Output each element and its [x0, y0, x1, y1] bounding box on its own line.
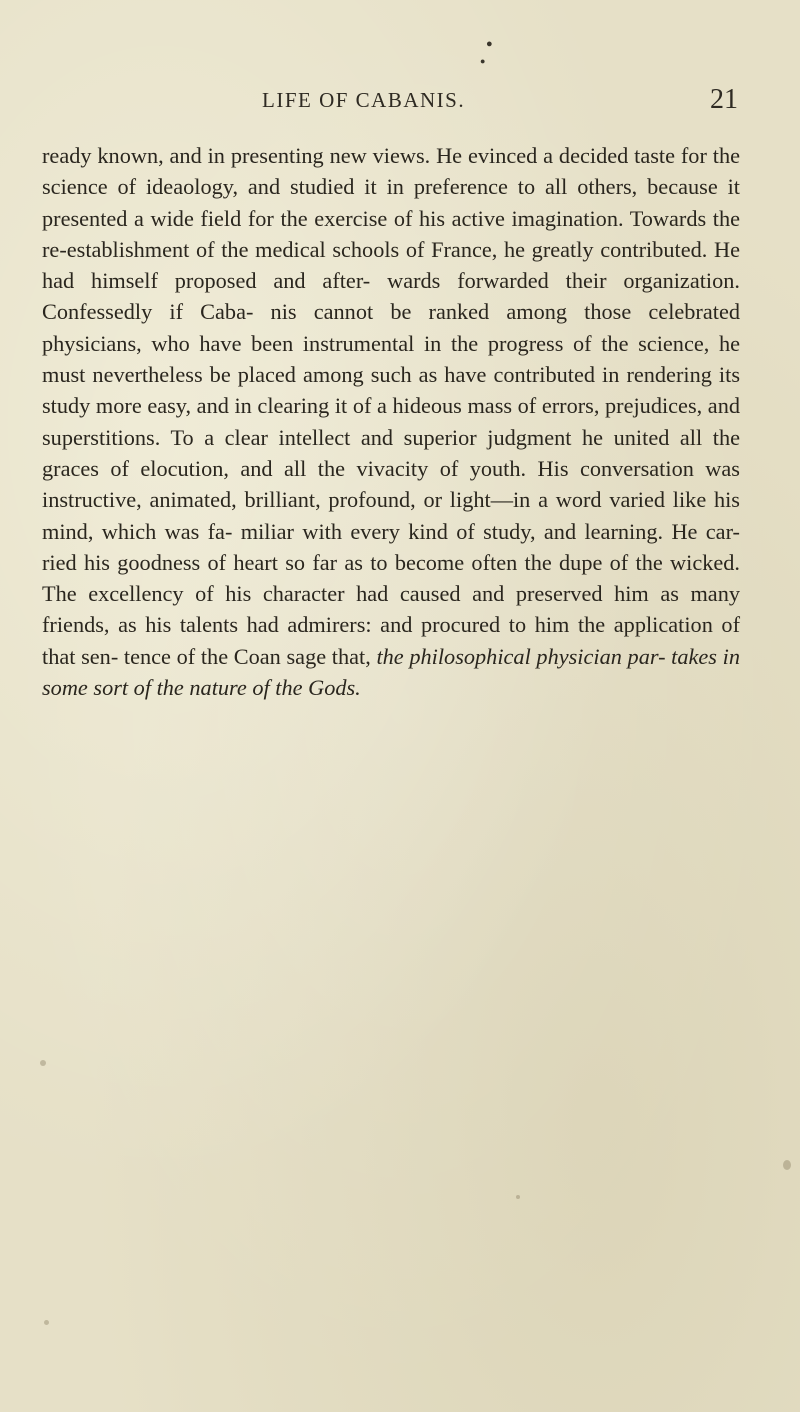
- paper-speck: [40, 1060, 46, 1066]
- paper-speck: [783, 1160, 791, 1170]
- ornament-mark: ●: [486, 38, 493, 50]
- italic-quotation: the philosophical physician par- takes in some sort of the nature of the Gods.: [42, 643, 740, 701]
- ornament-mark: ●: [480, 56, 486, 66]
- running-title: LIFE OF CABANIS.: [262, 88, 466, 112]
- paper-speck: [44, 1320, 49, 1325]
- paper-speck: [516, 1195, 520, 1199]
- page-number: 21: [710, 84, 738, 115]
- paragraph: [42, 140, 740, 703]
- page-header: [0, 84, 800, 120]
- body-text: [42, 140, 740, 703]
- paragraph-text: ready known, and in presenting new views. He evinced a decided taste for the science of ideaology, and studied it in preference to all others, because it presented a wide field for the exercise of his active imagination. Towards the re-establishment of the medical schools of France, he greatly contributed. He had himself proposed and after- wards forwarded their organization. Confessedly if Caba- nis cannot be ranked among those celebrated physicians, who have been instrumental in the progress of the science, he must nevertheless be placed among such as have contributed in rendering its study more easy, and in clearing it of a hideous mass of errors, prejudices, and superstitions. To a clear intellect and superior judgment he united all the graces of elocution, and all the vivacity of youth. His conversation was instructive, animated, brilliant, profound, or light—in a word varied like his mind, which was fa- miliar with every kind of study, and learning. He car- ried his goodness of heart so far as to become often the dupe of the wicked. The excellency of his character had caused and preserved him as many friends, as his talents had admirers: and procured to him the application of that sen- tence of the Coan sage that,: [42, 143, 740, 669]
